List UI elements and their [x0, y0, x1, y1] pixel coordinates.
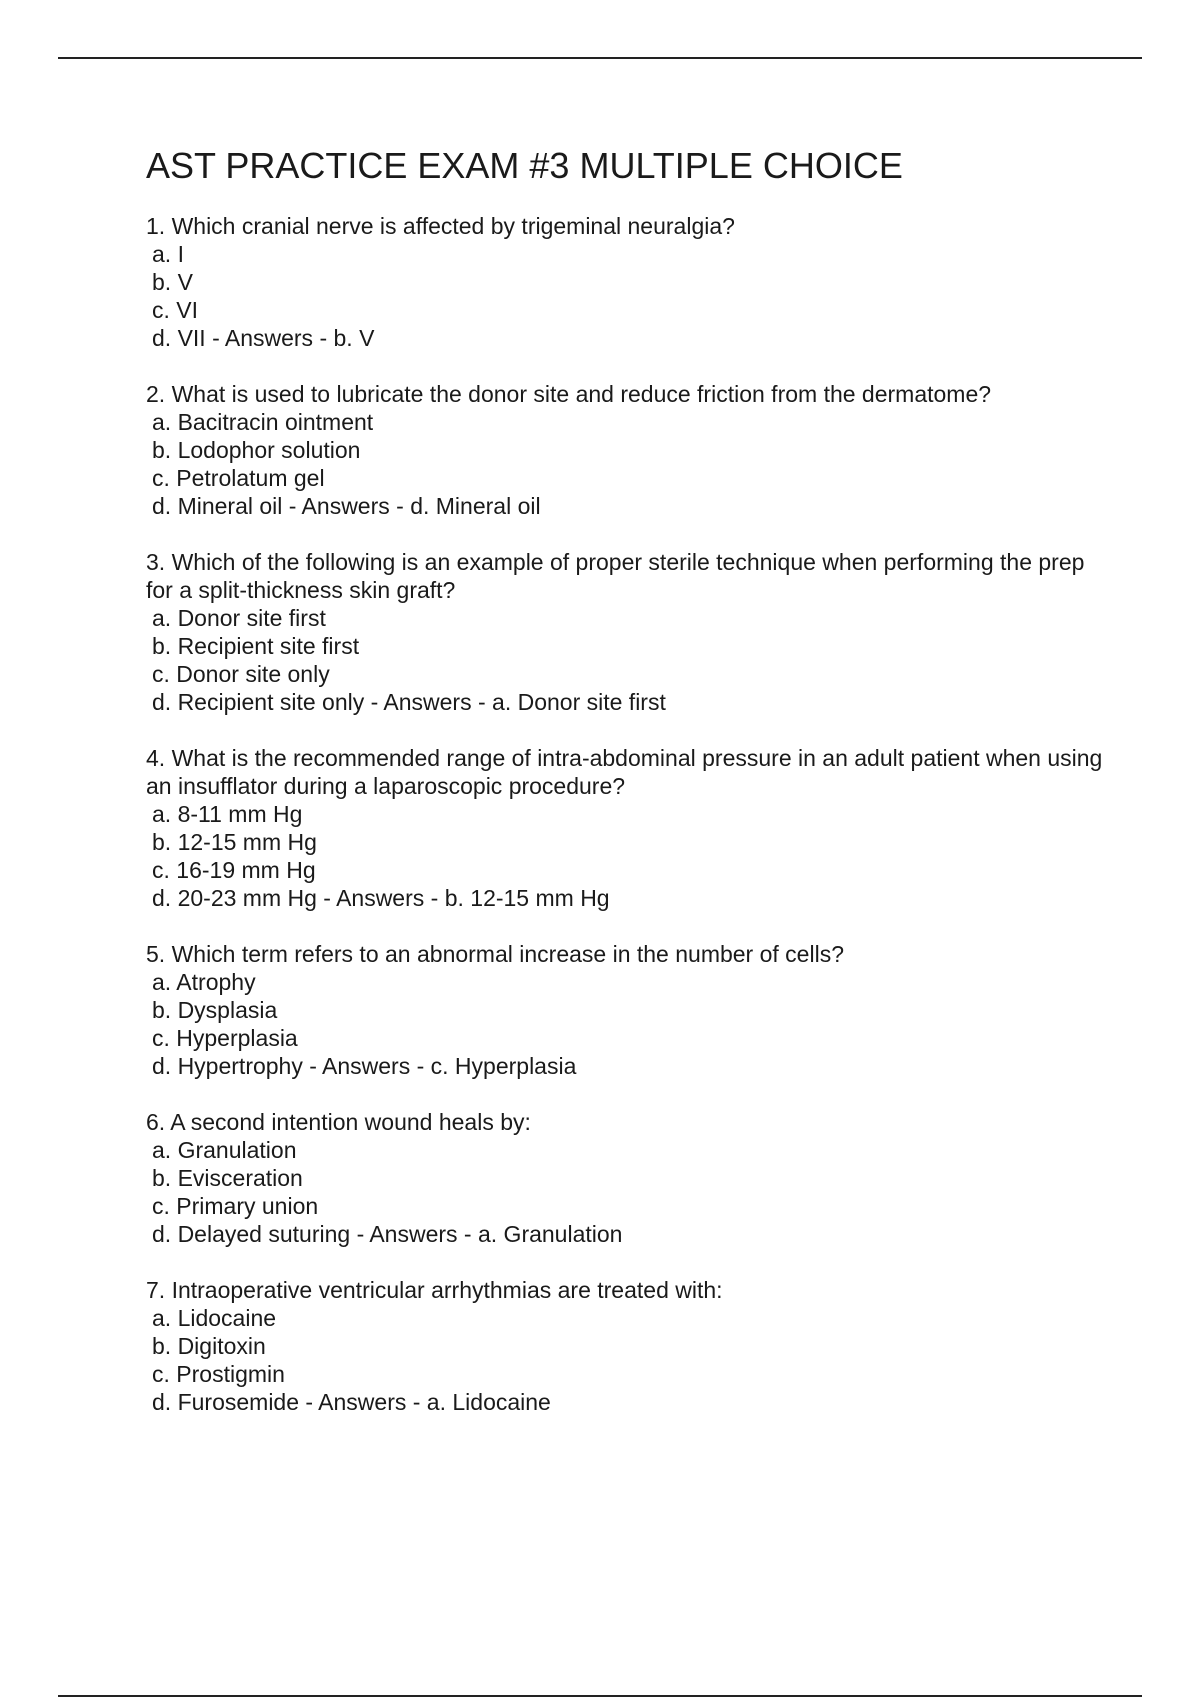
- question-text: 6. A second intention wound heals by:: [146, 1109, 531, 1135]
- option-a: a. I: [152, 241, 184, 267]
- option-a: a. Atrophy: [152, 969, 256, 995]
- top-rule: [58, 57, 1142, 59]
- option-d-with-answer: d. Mineral oil - Answers - d. Mineral oil: [152, 493, 541, 519]
- option-a: a. Granulation: [152, 1137, 297, 1163]
- question-3: [146, 548, 1106, 716]
- question-5: [146, 940, 1106, 1080]
- option-c: c. Primary union: [152, 1193, 319, 1219]
- option-c: c. 16-19 mm Hg: [152, 857, 316, 883]
- question-text: 2. What is used to lubricate the donor site and reduce friction from the dermatome?: [146, 381, 992, 407]
- question-text: 1. Which cranial nerve is affected by trigeminal neuralgia?: [146, 213, 735, 239]
- option-d-with-answer: d. Hypertrophy - Answers - c. Hyperplasia: [152, 1053, 577, 1079]
- option-c: c. Donor site only: [152, 661, 330, 687]
- document-body: [146, 142, 1106, 1444]
- option-d-with-answer: d. VII - Answers - b. V: [152, 325, 375, 351]
- option-b: b. Lodophor solution: [152, 437, 361, 463]
- option-b: b. Evisceration: [152, 1165, 303, 1191]
- option-a: a. Lidocaine: [152, 1305, 277, 1331]
- option-b: b. Recipient site first: [152, 633, 360, 659]
- option-b: b. Digitoxin: [152, 1333, 266, 1359]
- option-d-with-answer: d. Recipient site only - Answers - a. Donor site first: [152, 689, 666, 715]
- question-1: [146, 212, 1106, 352]
- option-b: b. Dysplasia: [152, 997, 278, 1023]
- option-c: c. Petrolatum gel: [152, 465, 325, 491]
- question-text: 3. Which of the following is an example of proper sterile technique when performing the prep for a split-thickness skin graft?: [146, 549, 1085, 603]
- question-4: [146, 744, 1106, 912]
- option-a: a. Bacitracin ointment: [152, 409, 374, 435]
- option-d-with-answer: d. Delayed suturing - Answers - a. Granulation: [152, 1221, 623, 1247]
- question-text: 4. What is the recommended range of intra-abdominal pressure in an adult patient when using an insufflator during a laparoscopic procedure?: [146, 745, 1103, 799]
- option-c: c. Prostigmin: [152, 1361, 285, 1387]
- bottom-rule: [58, 1695, 1142, 1697]
- question-text: 7. Intraoperative ventricular arrhythmias are treated with:: [146, 1277, 723, 1303]
- option-d-with-answer: d. Furosemide - Answers - a. Lidocaine: [152, 1389, 551, 1415]
- option-b: b. 12-15 mm Hg: [152, 829, 317, 855]
- question-text: 5. Which term refers to an abnormal increase in the number of cells?: [146, 941, 844, 967]
- option-a: a. Donor site first: [152, 605, 326, 631]
- option-d-with-answer: d. 20-23 mm Hg - Answers - b. 12-15 mm Hg: [152, 885, 610, 911]
- option-b: b. V: [152, 269, 193, 295]
- option-c: c. VI: [152, 297, 199, 323]
- question-7: [146, 1276, 1106, 1416]
- option-c: c. Hyperplasia: [152, 1025, 298, 1051]
- option-a: a. 8-11 mm Hg: [152, 801, 303, 827]
- question-6: [146, 1108, 1106, 1248]
- question-2: [146, 380, 1106, 520]
- page-title: AST PRACTICE EXAM #3 MULTIPLE CHOICE: [146, 145, 903, 186]
